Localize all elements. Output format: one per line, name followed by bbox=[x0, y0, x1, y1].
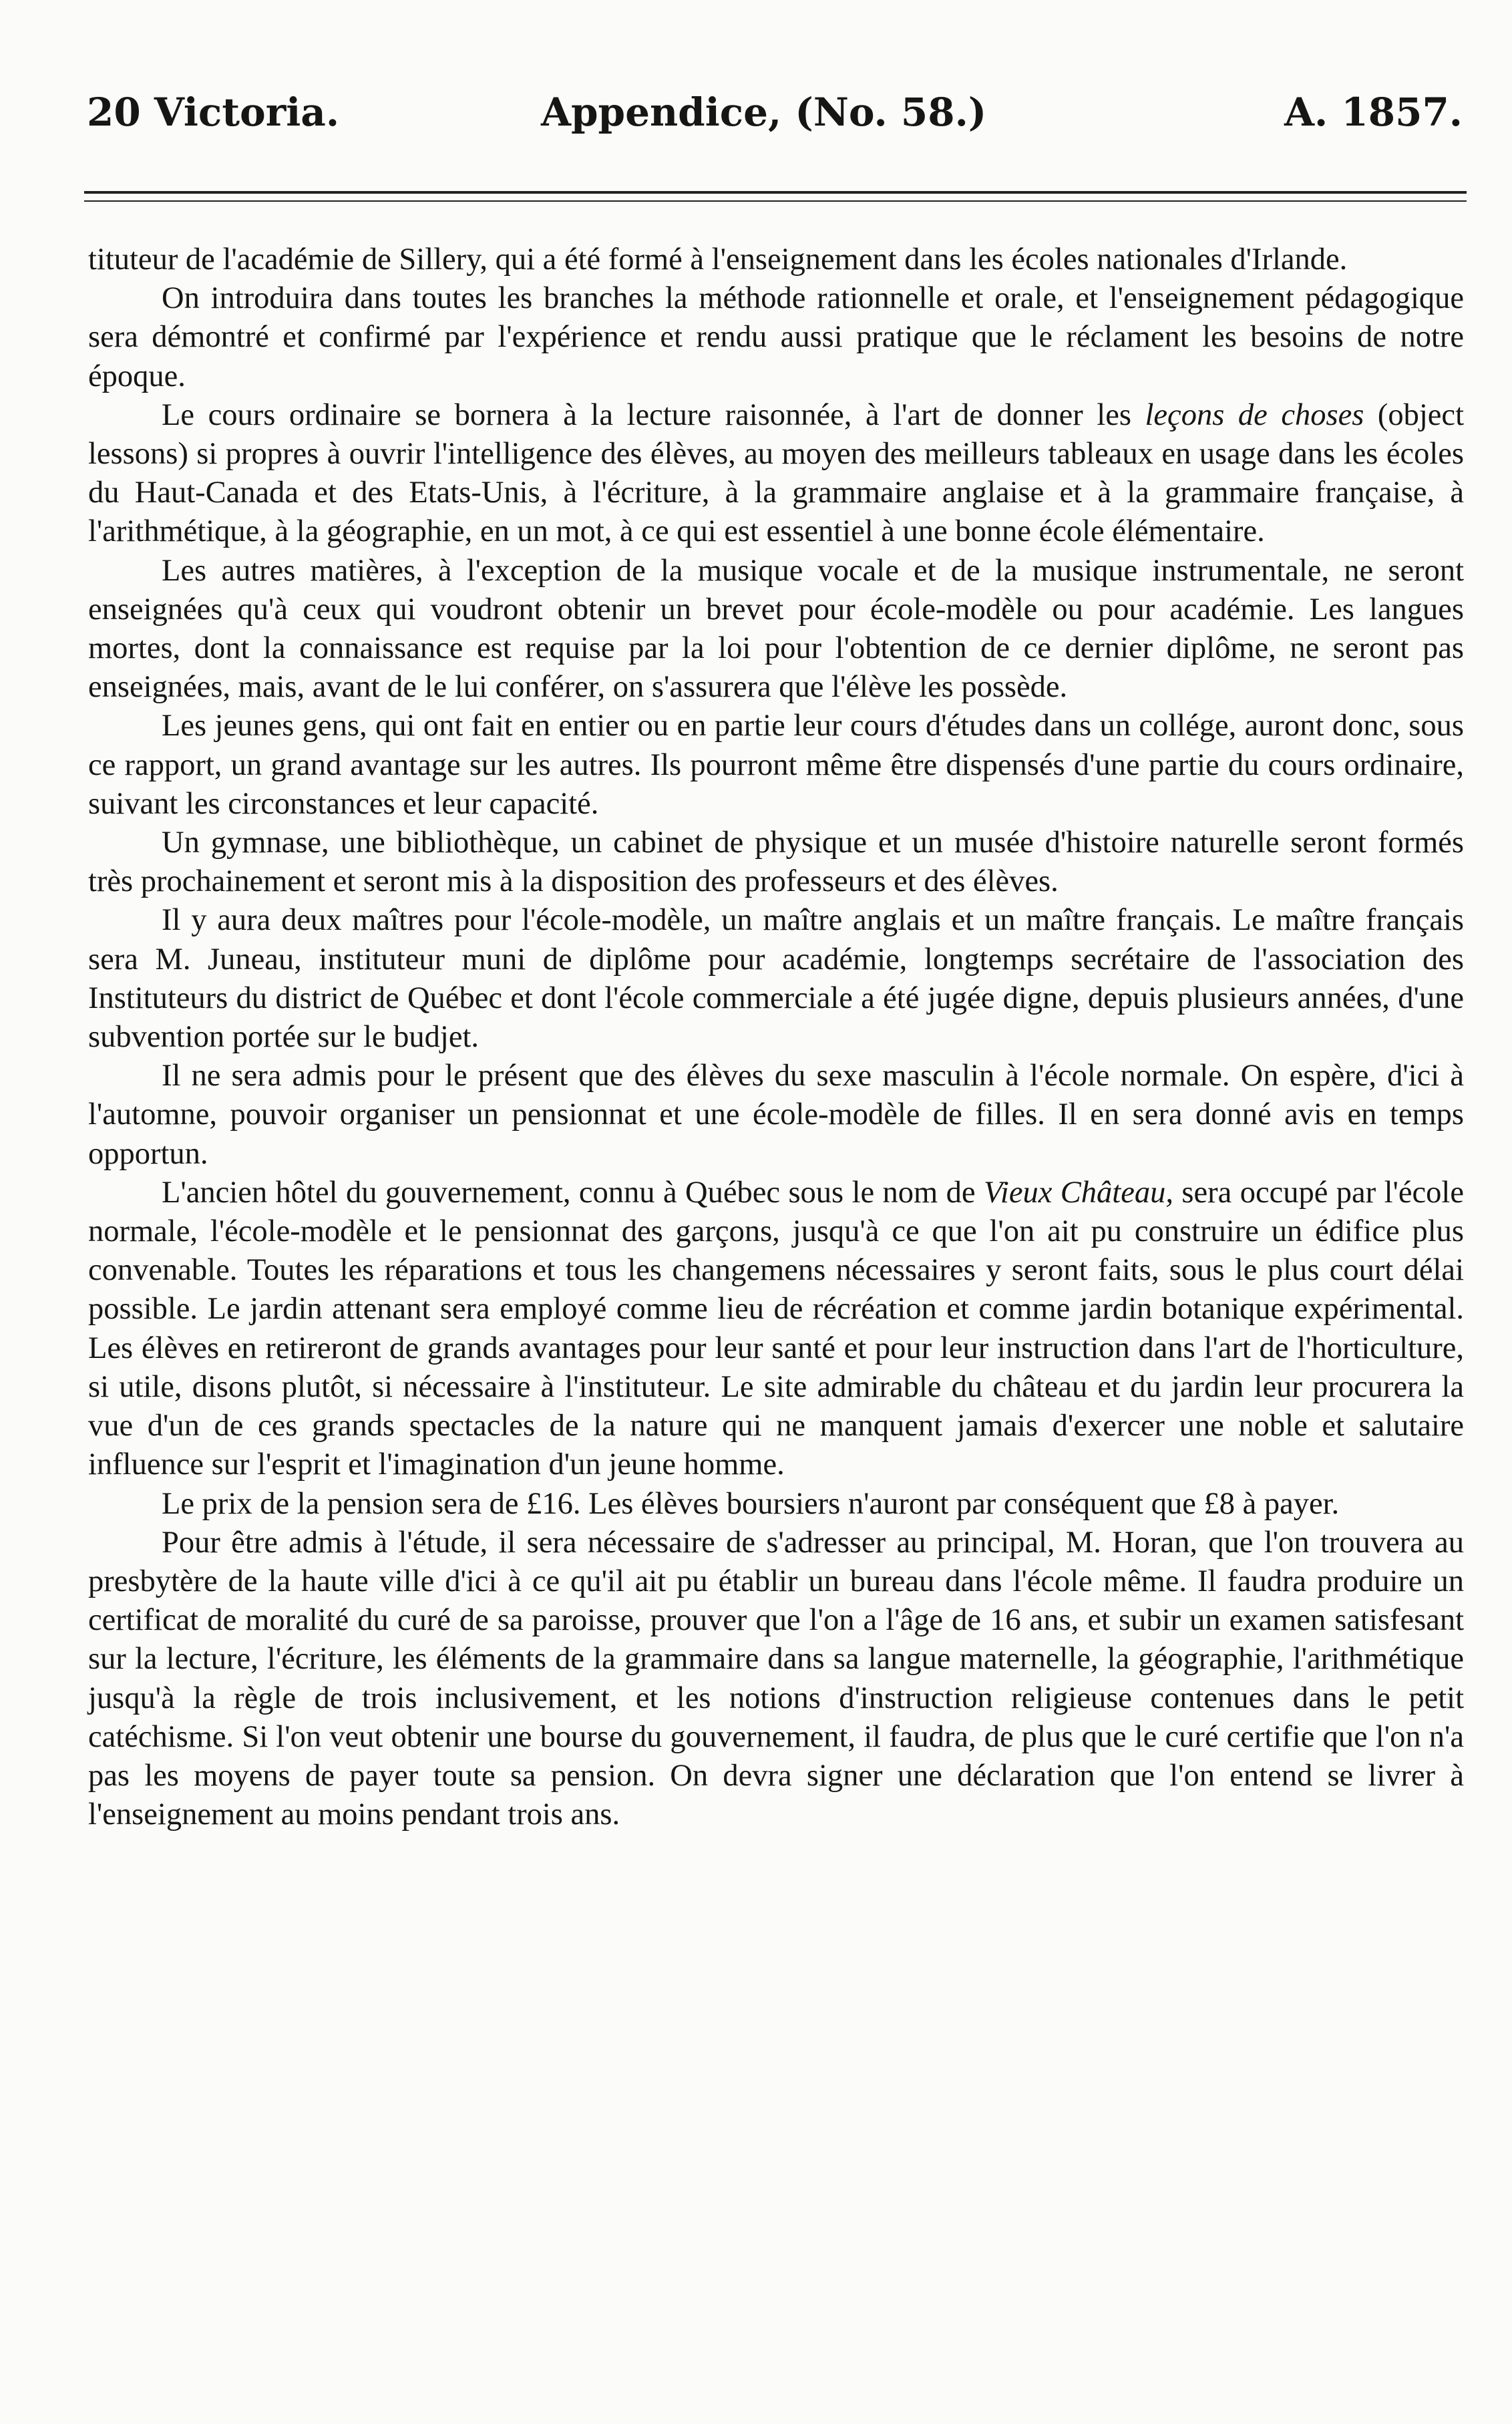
header-appendix: Appendice, (No. 58.) bbox=[541, 90, 987, 135]
paragraph-text: L'ancien hôtel du gouvernement, connu à Québec sous le nom de bbox=[162, 1175, 984, 1210]
header-rule-thick bbox=[84, 191, 1467, 194]
header-rule-thin bbox=[84, 200, 1467, 202]
paragraph: Les jeunes gens, qui ont fait en entier ou en partie leur cours d'études dans un collége, auront donc, sous ce rapport, un grand avantage sur les autres. Ils pourront même être dispensés d'une partie du cours ordinaire, suivant les circonstances et leur capacité. bbox=[88, 709, 1464, 821]
paragraph: Le prix de la pension sera de £16. Les élèves boursiers n'auront par conséquent que £8 à payer. bbox=[162, 1486, 1340, 1521]
paragraph: Pour être admis à l'étude, il sera nécessaire de s'adresser au principal, M. Horan, que l'on trouvera au presbytère de la haute ville d'ici à ce qu'il ait pu établir un bureau dans l'école même. Il faudra produire un certificat de moralité du curé de sa paroisse, prouver que l'on a l'âge de 16 ans, et subir un examen satisfesant sur la lecture, l'écriture, les éléments de la grammaire dans sa langue maternelle, la géographie, l'arithmétique jusqu'à la règle de trois inclusivement, et les notions d'instruction religieuse contenues dans le petit catéchisme. Si l'on veut obtenir une bourse du gouvernement, il faudra, de plus que le curé certifie que l'on n'a pas les moyens de payer toute sa pension. On devra signer une déclaration que l'on entend se livrer à l'enseignement au moins pendant trois ans. bbox=[88, 1525, 1464, 1832]
italic-term: leçons de choses bbox=[1145, 397, 1364, 432]
paragraph bbox=[88, 396, 1464, 552]
header-session: 20 Victoria. bbox=[87, 90, 340, 135]
paragraph bbox=[88, 1174, 1464, 1485]
header-year: A. 1857. bbox=[1284, 90, 1463, 135]
paragraph-text: sera occupé par l'école normale, l'école-modèle et le pensionnat des garçons, jusqu'à ce que l'on ait pu construire un édifice plus convenable. Toutes les réparations et tous les changemens nécessaires y seront faits, sous le plus court délai possible. Le jardin attenant sera employé comme lieu de récréation et comme jardin botanique expérimental. Les élèves en retireront de grands avantages pour leur santé et pour leur instruction dans l'art de l'horticulture, si utile, disons plutôt, si nécessaire à l'instituteur. Le site admirable du château et du jardin leur procurera la vue d'un de ces grands spectacles de la nature qui ne manquent jamais d'exercer une noble et salutaire influence sur l'esprit et l'imagination d'un jeune homme. bbox=[88, 1175, 1464, 1482]
page-header bbox=[87, 85, 1463, 139]
paragraph: Il ne sera admis pour le présent que des élèves du sexe masculin à l'école normale. On espère, d'ici à l'automne, pouvoir organiser un pensionnat et une école-modèle de filles. Il en sera donné avis en temps opportun. bbox=[88, 1059, 1464, 1171]
paragraph: tituteur de l'académie de Sillery, qui a été formé à l'enseignement dans les écoles nationales d'Irlande. bbox=[88, 242, 1348, 277]
paragraph-text: (object lessons) si propres à ouvrir l'intelligence des élèves, au moyen des meilleurs tableaux en usage dans les écoles du Haut-Canada et des Etats-Unis, à l'écriture, à la grammaire anglaise et à la grammaire française, à l'arithmétique, à la géographie, en un mot, à ce qui est essentiel à une bonne école élémentaire. bbox=[88, 397, 1464, 549]
paragraph: Un gymnase, une bibliothèque, un cabinet de physique et un musée d'histoire naturelle seront formés très prochainement et seront mis à la disposition des professeurs et des élèves. bbox=[88, 826, 1464, 899]
paragraph: Il y aura deux maîtres pour l'école-modèle, un maître anglais et un maître français. Le maître français sera M. Juneau, instituteur muni de diplôme pour académie, longtemps secrétaire de l'association des Instituteurs du district de Québec et dont l'école commerciale a été jugée digne, depuis plusieurs années, d'une subvention portée sur le budjet. bbox=[88, 903, 1464, 1055]
paragraph: On introduira dans toutes les branches la méthode rationnelle et orale, et l'enseignement pédagogique sera démontré et confirmé par l'expérience et rendu aussi pratique que le réclament les besoins de notre époque. bbox=[88, 281, 1464, 393]
paragraph: Les autres matières, à l'exception de la musique vocale et de la musique instrumentale, ne seront enseignées qu'à ceux qui voudront obtenir un brevet pour école-modèle ou pour académie. Les langues mortes, dont la connaissance est requise par la loi pour l'obtention de ce dernier diplôme, ne seront pas enseignées, mais, avant de le lui conférer, on s'assurera que l'élève les possède. bbox=[88, 553, 1464, 705]
body-text bbox=[88, 240, 1464, 1834]
paragraph-text: Le cours ordinaire se bornera à la lecture raisonnée, à l'art de donner les bbox=[162, 397, 1145, 432]
italic-term: Vieux Château, bbox=[983, 1175, 1173, 1210]
